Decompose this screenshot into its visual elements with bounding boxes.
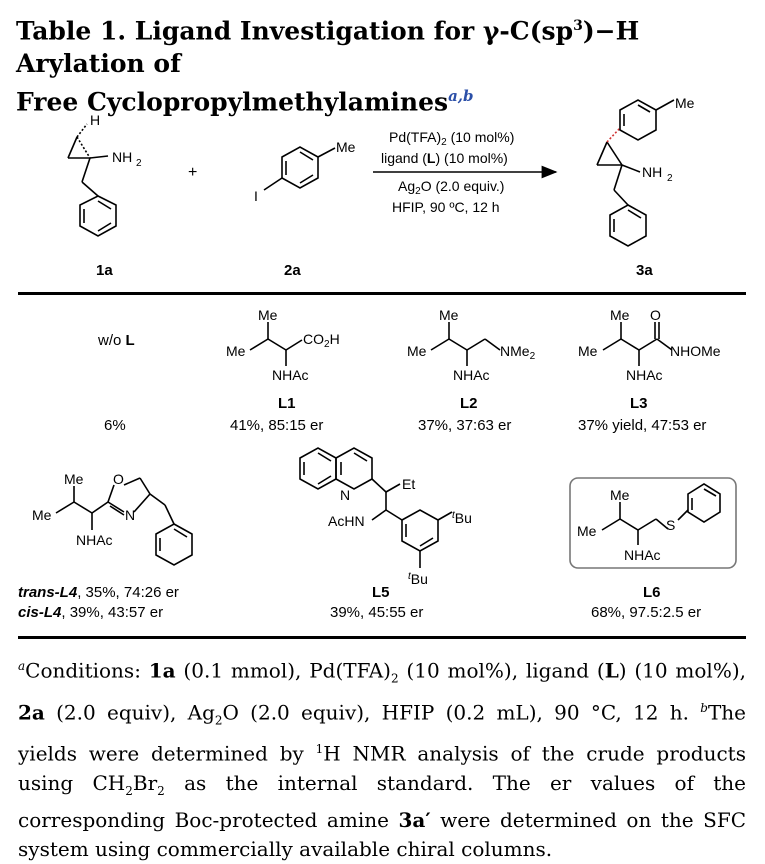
svg-text:NHAc: NHAc [272,367,309,383]
svg-text:NHAc: NHAc [453,367,490,383]
svg-text:Ag2O (2.0 equiv.): $Ag_2O$ (2.0 equiv.) [398,178,505,197]
svg-text:O: O [113,471,124,487]
svg-text:NH: NH [642,164,663,180]
svg-text:NHAc: NHAc [626,367,663,383]
svg-text:2: 2 [136,158,142,169]
svg-text:37% yield, 47:53 er: 37% yield, 47:53 er [578,417,707,434]
svg-text:Me: Me [336,139,356,155]
svg-text:Me: Me [577,523,597,539]
svg-text:NH: NH [112,149,133,165]
svg-text:+: + [188,164,198,181]
svg-text:tBu: $^t$Bu [452,510,472,526]
svg-text:O: O [650,307,661,323]
svg-text:Me: Me [578,343,598,359]
svg-text:L2: L2 [460,395,478,412]
svg-text:Me: Me [64,471,84,487]
ligand-L2-structure [431,322,500,366]
table-title: Table 1. Ligand Investigation for $\gamma-C(sp^3)-H$ Arylation of Free Cyclopropylmethylamines$^{a,b}$ [16,16,640,117]
compound-2a-structure [264,147,335,190]
ligand-L1-structure [250,322,302,366]
compound-2a-label: 2a [284,262,301,279]
svg-text:trans-L4, 35%, 74:26 er: trans-L4, 35%, 74:26 er [18,584,179,601]
svg-text:2: 2 [667,173,673,184]
svg-text:I: I [254,188,258,204]
svg-text:H: H [90,112,101,128]
svg-text:NMe2: NMe$_2$ [500,343,536,362]
svg-text:Pd(TFA)2 (10 mol%): $Pd(TFA)_2$ (10 mol%) [389,129,515,148]
svg-text:6%: 6% [104,417,126,434]
svg-text:L5: L5 [372,584,390,601]
ligand-L4-structure [56,478,192,565]
svg-text:ligand (L) (10 mol%): ligand (L) (10 mol%) [381,150,508,166]
svg-text:Me: Me [610,307,630,323]
svg-text:CO2H: $CO_2H$ [303,331,340,350]
svg-text:NHAc: NHAc [76,532,113,548]
svg-text:tBu: $^t$Bu [408,571,428,587]
svg-text:39%, 45:55 er: 39%, 45:55 er [330,604,424,621]
svg-text:AcHN: AcHN [328,513,365,529]
svg-text:w/o L: w/o L [98,332,135,349]
compound-3a-label: 3a [636,262,653,279]
svg-text:41%, 85:15 er: 41%, 85:15 er [230,417,324,434]
svg-text:S: S [666,517,676,533]
svg-text:Me: Me [32,507,52,523]
svg-text:37%, 37:63 er: 37%, 37:63 er [418,417,512,434]
svg-text:L1: L1 [278,395,296,412]
svg-text:Me: Me [675,95,695,111]
svg-text:68%, 97.5:2.5 er: 68%, 97.5:2.5 er [591,604,702,621]
ligand-L3-structure [603,322,672,366]
svg-text:N: N [340,487,351,503]
ligand-L5-structure [300,448,452,568]
svg-text:N: N [125,507,136,523]
footnote-marker: a,b [448,87,474,106]
svg-text:Me: Me [439,307,459,323]
svg-text:L6: L6 [643,584,661,601]
compound-3a-structure [597,100,674,246]
svg-text:Et: Et [402,476,416,492]
svg-text:NHOMe: NHOMe [670,343,721,359]
svg-text:L3: L3 [630,395,648,412]
svg-text:Me: Me [258,307,278,323]
compound-1a-label: 1a [96,262,113,279]
svg-text:NHAc: NHAc [624,547,661,563]
svg-text:HFIP, 90 ºC, 12 h: HFIP, 90 ºC, 12 h [392,199,500,215]
svg-text:cis-L4, 39%, 43:57 er: cis-L4, 39%, 43:57 er [18,604,164,621]
svg-text:Me: Me [407,343,427,359]
table-footnotes: $^a$Conditions: 1a (0.1 mmol), $Pd(TFA)_2$ (10 mol%), ligand (L) (10 mol%), 2a (2.0 equiv), $Ag_2O$ (2.0 equiv), HFIP (0.2 mL), 90 °C, 12 h. $^b$The yields were determined by $^1$H NMR analysis of the crude products using $CH_2Br_2$ as the internal standard. The er values of the corresponding Boc-protected amine 3a′ were determined on the SFC system using commercially available chiral columns. [18,658,747,861]
svg-text:Me: Me [226,343,246,359]
svg-text:Me: Me [610,487,630,503]
compound-1a-structure [68,124,116,236]
